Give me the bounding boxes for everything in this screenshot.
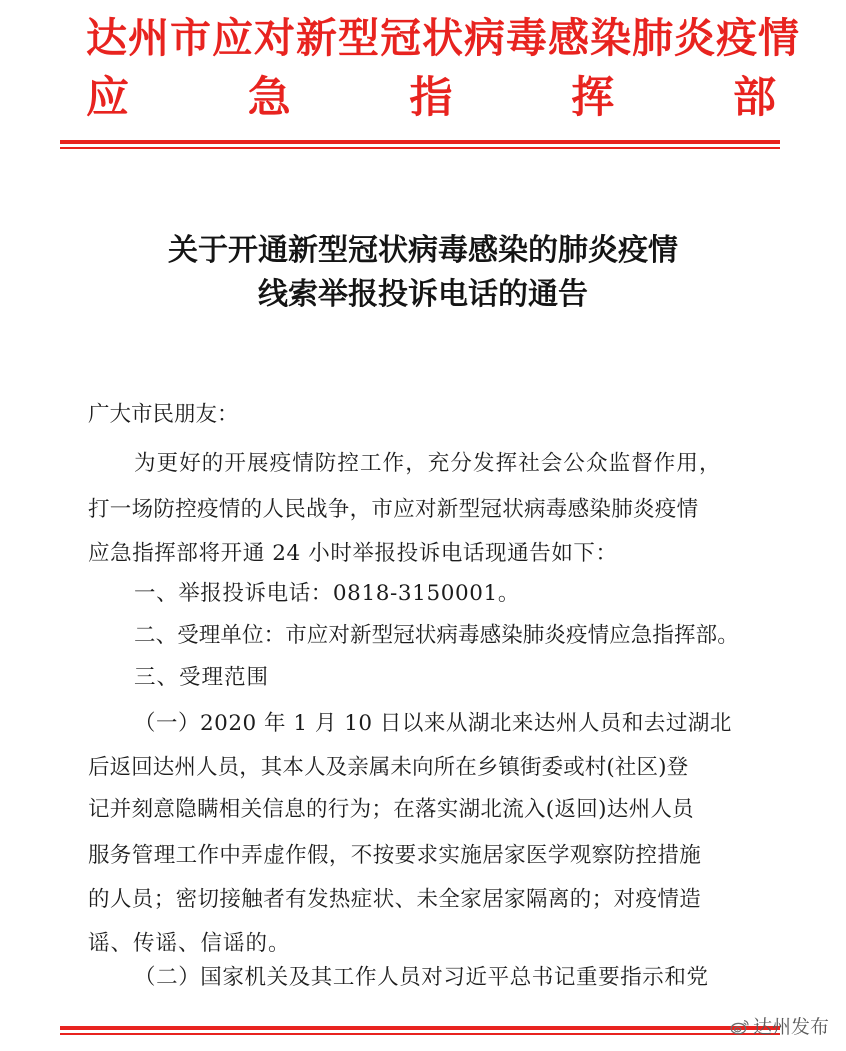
body-line: （一）2020 年 1 月 10 日以来从湖北来达州人员和去过湖北 — [134, 711, 732, 736]
watermark-text: 达州发布 — [753, 1016, 830, 1038]
letterhead-org-name: 达州市应对新型冠状病毒感染肺炎疫情 — [86, 14, 800, 62]
body-line: （二）国家机关及其工作人员对习近平总书记重要指示和党 — [134, 965, 709, 990]
letterhead-char: 指 — [409, 73, 453, 123]
body-line: 为更好的开展疫情防控工作，充分发挥社会公众监督作用， — [134, 451, 722, 476]
scope-heading: 三、受理范围 — [134, 665, 270, 690]
footer-rule-thin — [60, 1033, 780, 1035]
letterhead-rule-thick — [60, 140, 780, 144]
document-title-line-1: 关于开通新型冠状病毒感染的肺炎疫情 — [168, 233, 678, 268]
weibo-icon — [730, 1019, 750, 1035]
salutation: 广大市民朋友： — [88, 402, 239, 427]
letterhead-char: 应 — [86, 73, 129, 123]
letterhead-char: 挥 — [571, 73, 615, 123]
body-line: 后返回达州人员，其本人及亲属未向所在乡镇街委或村(社区)登 — [88, 755, 689, 780]
letterhead-char: 急 — [247, 73, 291, 123]
body-line: 打一场防控疫情的人民战争，市应对新型冠状病毒感染肺炎疫情 — [88, 497, 699, 522]
footer-rule-thick — [60, 1026, 780, 1030]
report-phone-line: 一、举报投诉电话：0818-3150001。 — [134, 581, 520, 606]
letterhead-department — [86, 68, 776, 128]
source-watermark — [730, 1012, 829, 1039]
body-line: 谣、传谣、信谣的。 — [88, 931, 291, 956]
letterhead-char: 部 — [733, 73, 776, 123]
body-line: 记并刻意隐瞒相关信息的行为；在落实湖北流入(返回)达州人员 — [88, 797, 694, 822]
document-title-line-2: 线索举报投诉电话的通告 — [258, 277, 588, 312]
letterhead-rule-thin — [60, 147, 780, 149]
body-line: 服务管理工作中弄虚作假，不按要求实施居家医学观察防控措施 — [88, 843, 702, 868]
body-line: 的人员；密切接触者有发热症状、未全家居家隔离的；对疫情造 — [88, 887, 702, 912]
body-line: 应急指挥部将开通 24 小时举报投诉电话现通告如下： — [88, 541, 618, 566]
accepting-unit-line: 二、受理单位：市应对新型冠状病毒感染肺炎疫情应急指挥部。 — [134, 623, 739, 648]
